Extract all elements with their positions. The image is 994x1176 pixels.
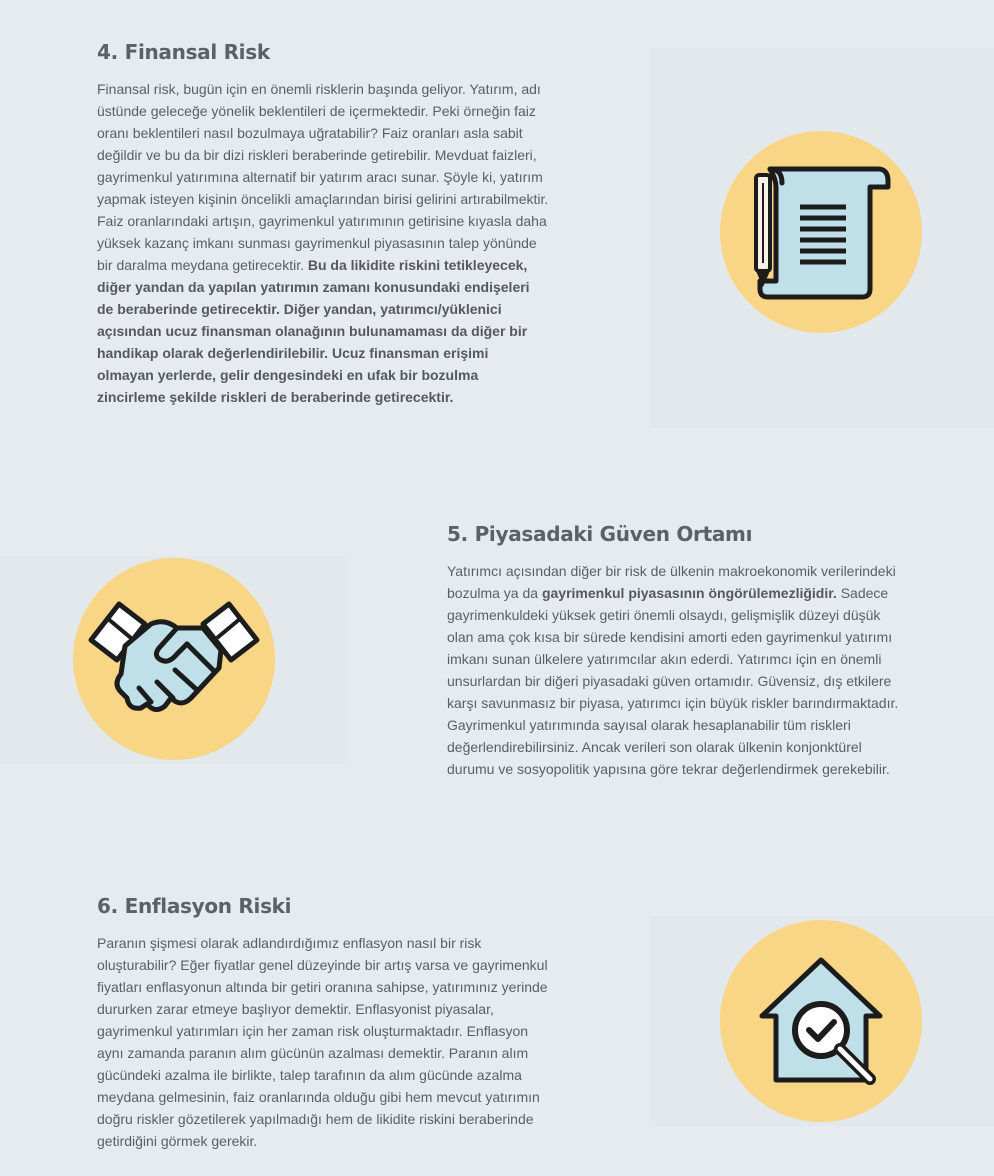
section-finansal-risk — [97, 40, 549, 408]
section-heading: 5. Piyasadaki Güven Ortamı — [447, 522, 753, 546]
section-enflasyon-riski — [97, 894, 549, 1152]
section-paragraph: Yatırımcı açısından diğer bir risk de ülkenin makroekonomik verilerindeki bozulma ya da gayrimenkul piyasasının öngörülemezliğidir. Sadece gayrimenkuldeki yüksek getiri önemli olsaydı, gelişmişlik düzeyi düşük olan ama çok kısa bir sürede kendisini amorti eden gayrimenkul yatırımı imkanı sunan ülkelere yatırımcılar akın ederdi. Yatırımcı için en önemli unsurlardan bir diğeri piyasadaki güven ortamıdır. Güvensiz, dış etkilere karşı savunmasız bir piyasa, yatırımcı için büyük riskler barındırmaktadır. Gayrimenkul yatırımında sayısal olarak hesaplanabilir tüm riskleri değerlendirebilirsiniz. Ancak verileri son olarak ülkenin konjonktürel durumu ve sosyopolitik yapısına göre tekrar değerlendirmek gerekebilir. — [447, 563, 899, 777]
document-pen-icon — [720, 131, 922, 333]
house-search-icon-graphic — [720, 920, 922, 1122]
section-piyasa-guven — [447, 522, 899, 780]
document-pen-icon-graphic — [720, 131, 922, 333]
section-heading: 6. Enflasyon Riski — [97, 894, 292, 918]
section-paragraph: Finansal risk, bugün için en önemli risklerin başında geliyor. Yatırım, adı üstünde geleceğe yönelik beklentileri de içermektedir. Peki örneğin faiz oranı beklentileri nasıl bozulmaya uğratabilir? Faiz oranları asla sabit değildir ve bu da bir dizi riskleri beraberinde getirebilir. Mevduat faizleri, gayrimenkul yatırımına alternatif bir yatırım aracı sunar. Şöyle ki, yatırım yapmak isteyen kişinin öncelikli amaçlarından birisi gelirini artırabilmektir. Faiz oranlarındaki artışın, gayrimenkul yatırımının getirisine kıyasla daha yüksek kazanç imkanı sunması gayrimenkul piyasasının talep yönünde bir daralma meydana getirecektir. Bu da likidite riskini tetikleyecek, diğer yandan da yapılan yatırımın zamanı konusundaki endişeleri de beraberinde getirecektir. Diğer yandan, yatırımcı/yüklenici açısından ucuz finansman olanağının bulunamaması da diğer bir handikap olarak değerlendirilebilir. Ucuz finansman erişimi olmayan yerlerde, gelir dengesindeki en ufak bir bozulma zincirleme şekilde riskleri de beraberinde getirecektir. — [97, 81, 549, 405]
house-search-icon — [720, 920, 922, 1122]
handshake-icon-graphic — [73, 558, 275, 760]
section-paragraph: Paranın şişmesi olarak adlandırdığımız enflasyon nasıl bir risk oluşturabilir? Eğer fiyatlar genel düzeyinde bir artış varsa ve gayrimenkul fiyatları enflasyonun altında bir getiri oranına sahipse, yatırımınız yerinde dururken zarar etmeye başlıyor demektir. Enflasyonist piyasalar, gayrimenkul yatırımları için her zaman risk oluşturmaktadır. Enflasyon aynı zamanda paranın alım gücünün azalması demektir. Paranın alım gücündeki azalma ile birlikte, talep tarafının da alım gücünde azalma meydana gelmesinin, faiz oranlarında olduğu gibi hem mevcut yatırımın doğru riskler gözetilerek yapılmadığı hem de likidite riskini beraberinde getirdiğini görmek gerekir. — [97, 935, 548, 1149]
handshake-icon — [73, 558, 275, 760]
section-heading: 4. Finansal Risk — [97, 40, 270, 64]
